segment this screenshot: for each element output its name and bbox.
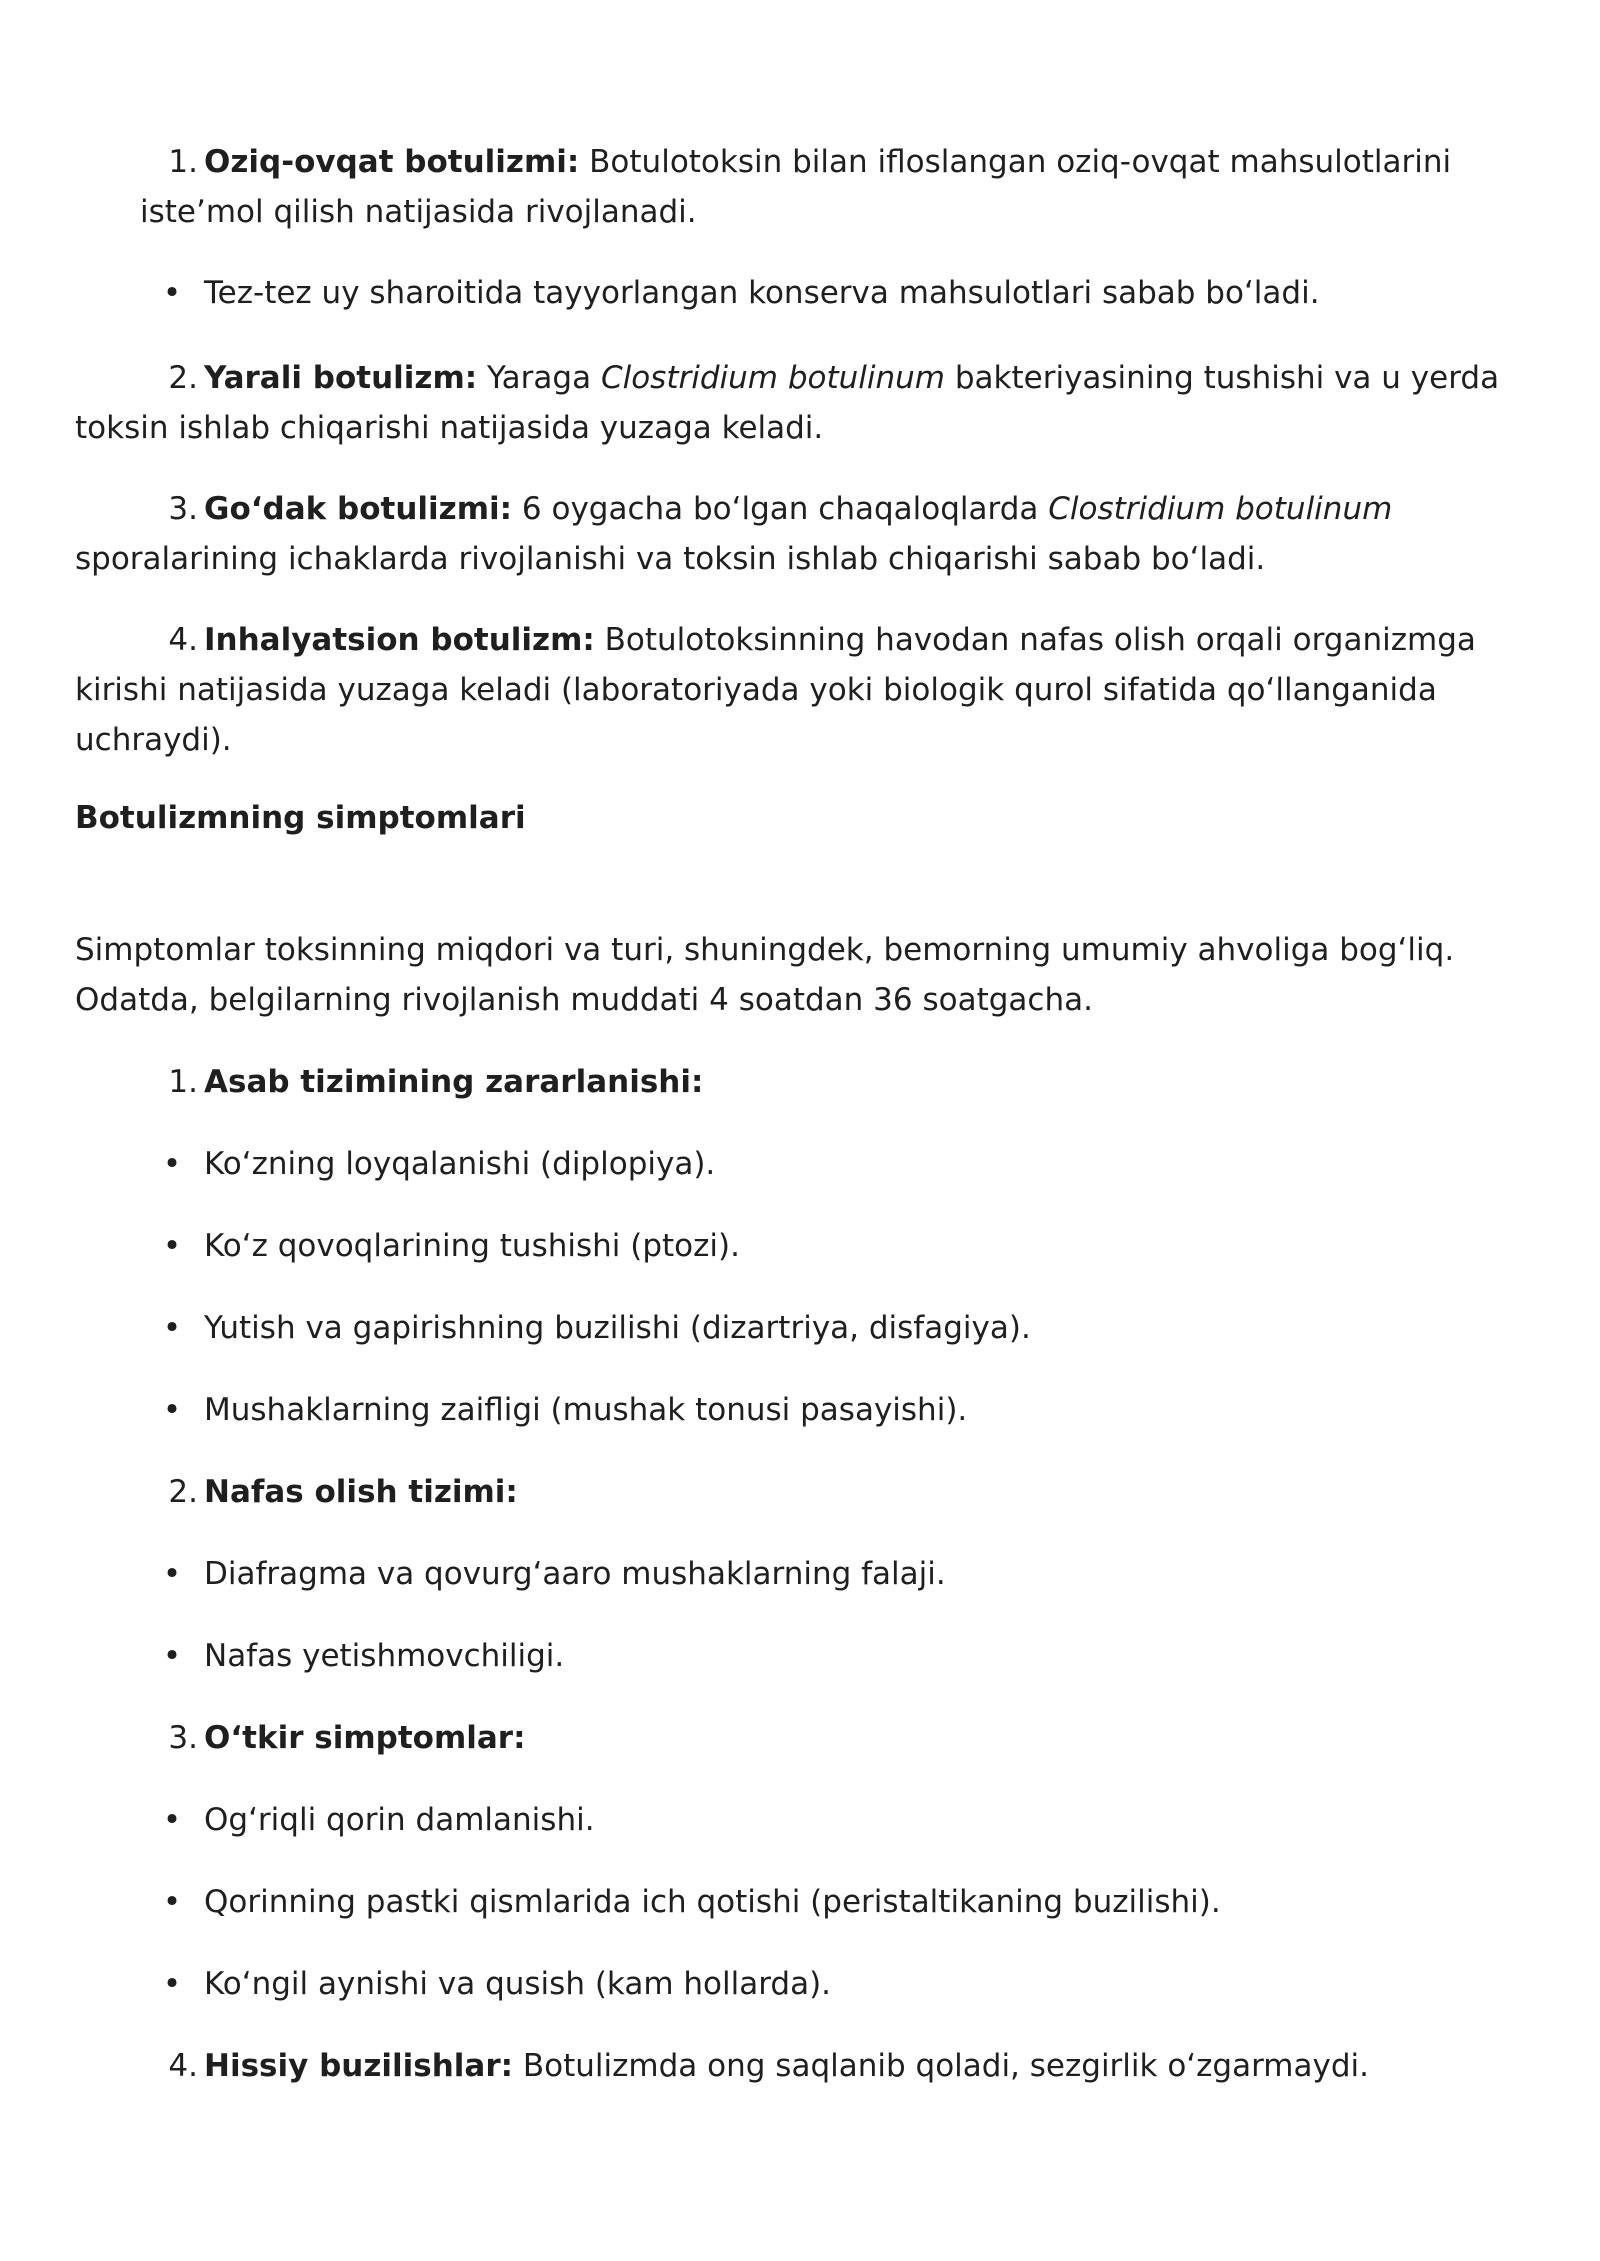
bullet-dot: • [162, 1556, 182, 1592]
bullet-text: Koʻzning loyqalanishi (diplopiya). [204, 1146, 716, 1182]
bullet-dot: • [162, 1228, 182, 1264]
list-number: 2. [168, 360, 198, 396]
list-item [140, 137, 1540, 237]
list-number: 1. [168, 1064, 198, 1100]
item-text: Botulizmda ong saqlanib qoladi, sezgirlik oʻzgarmaydi. [513, 2048, 1369, 2084]
bullet-text: Tez-tez uy sharoitida tayyorlangan konserva mahsulotlari sabab boʻladi. [204, 275, 1320, 311]
list-item [75, 484, 1545, 584]
bullet-item [140, 1303, 1540, 1353]
section-heading: Botulizmning simptomlari [75, 800, 526, 836]
bullet-item [140, 1221, 1540, 1271]
list-item [75, 353, 1545, 453]
item-title: Oʻtkir simptomlar: [204, 1720, 526, 1756]
bullet-text: Koʻngil aynishi va qusish (kam hollarda). [204, 1966, 832, 2002]
item-title: Nafas olish tizimi: [204, 1474, 518, 1510]
bullet-text: Qorinning pastki qismlarida ich qotishi (peristaltikaning buzilishi). [204, 1884, 1221, 1920]
item-title: Oziq-ovqat botulizmi: [204, 144, 580, 180]
item-title: Inhalyatsion botulizm: [204, 622, 595, 658]
item-title: Goʻdak botulizmi: [204, 491, 513, 527]
bullet-text: Mushaklarning zaifligi (mushak tonusi pasayishi). [204, 1392, 968, 1428]
item-text: Botulotoksinning havodan nafas olish orqali organizmga kirishi natijasida yuzaga keladi (laboratoriyada yoki biologik qurol sifatida qoʻllanganida uchraydi). [75, 622, 1476, 758]
bullet-dot: • [162, 275, 182, 311]
item-text: Yaraga [477, 360, 601, 396]
bullet-item [140, 1549, 1540, 1599]
list-item [75, 2041, 1545, 2091]
list-number: 1. [168, 144, 198, 180]
list-item [75, 1057, 1545, 1107]
item-italic: Clostridium botulinum [1048, 491, 1393, 527]
bullet-item [140, 1795, 1540, 1845]
intro-paragraph: Simptomlar toksinning miqdori va turi, shuningdek, bemorning umumiy ahvoliga bogʻliq. Odatda, belgilarning rivojlanish muddati 4 soatdan 36 soatgacha. [75, 932, 1455, 1018]
bullet-text: Diafragma va qovurgʻaaro mushaklarning falaji. [204, 1556, 946, 1592]
bullet-text: Koʻz qovoqlarining tushishi (ptozi). [204, 1228, 740, 1264]
bullet-text: Ogʻriqli qorin damlanishi. [204, 1802, 595, 1838]
list-item [75, 615, 1545, 765]
bullet-item [140, 1139, 1540, 1189]
bullet-dot: • [162, 1310, 182, 1346]
item-italic: Clostridium botulinum [600, 360, 945, 396]
bullet-dot: • [162, 1638, 182, 1674]
bullet-text: Nafas yetishmovchiligi. [204, 1638, 565, 1674]
list-number: 3. [168, 1720, 198, 1756]
item-text: bakteriyasining tushishi va u yerda toksin ishlab chiqarishi natijasida yuzaga keladi. [75, 360, 1500, 446]
item-title: Asab tizimining zararlanishi: [204, 1064, 704, 1100]
item-text: sporalarining ichaklarda rivojlanishi va toksin ishlab chiqarishi sabab boʻladi. [75, 541, 1266, 577]
bullet-text: Yutish va gapirishning buzilishi (dizartriya, disfagiya). [204, 1310, 1031, 1346]
item-text: Botulotoksin bilan ifloslangan oziq-ovqat mahsulotlarini iste’mol qilish natijasida rivojlanadi. [140, 144, 1452, 230]
list-number: 3. [168, 491, 198, 527]
bullet-dot: • [162, 1392, 182, 1428]
item-title: Hissiy buzilishlar: [204, 2048, 514, 2084]
list-item [75, 1713, 1545, 1763]
bullet-dot: • [162, 1966, 182, 2002]
bullet-dot: • [162, 1146, 182, 1182]
item-title: Yarali botulizm: [204, 360, 478, 396]
bullet-item [140, 1877, 1540, 1927]
bullet-item [140, 1631, 1540, 1681]
bullet-item [140, 1959, 1540, 2009]
list-number: 4. [168, 622, 198, 658]
bullet-dot: • [162, 1802, 182, 1838]
bullet-item [140, 1385, 1540, 1435]
list-number: 2. [168, 1474, 198, 1510]
list-number: 4. [168, 2048, 198, 2084]
list-item [75, 1467, 1545, 1517]
item-text: 6 oygacha boʻlgan chaqaloqlarda [512, 491, 1049, 527]
bullet-item [140, 268, 1540, 318]
bullet-dot: • [162, 1884, 182, 1920]
